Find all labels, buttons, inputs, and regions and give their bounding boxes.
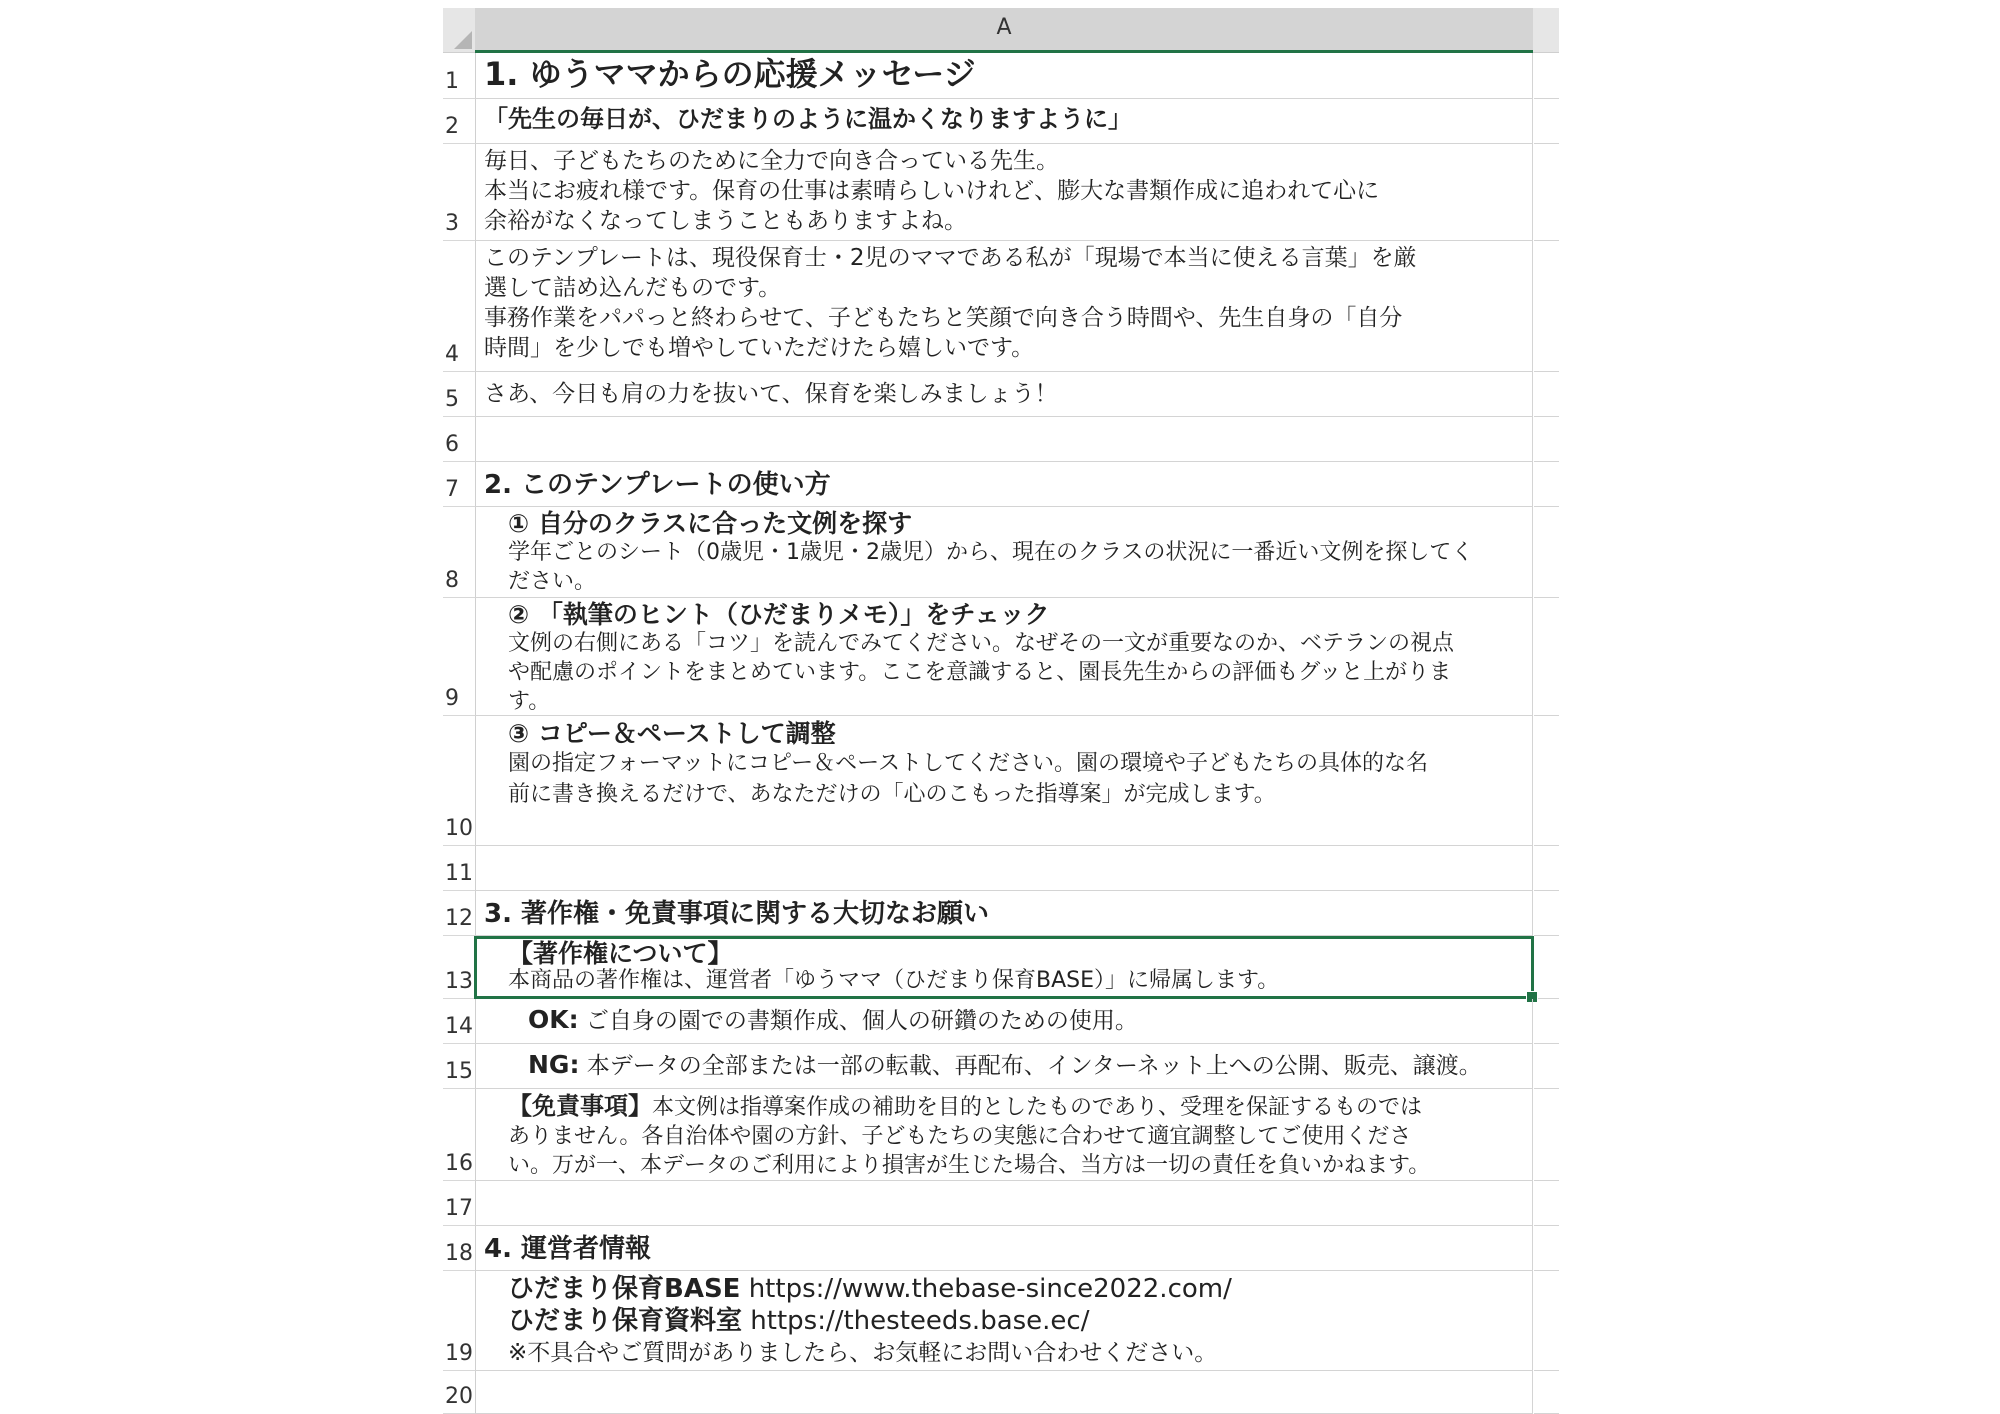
text-line: 選して詰め込んだものです。 xyxy=(484,275,782,301)
row-5 xyxy=(443,372,1559,417)
spreadsheet-grid xyxy=(443,8,1553,1414)
site-url[interactable]: https://www.thebase-since2022.com/ xyxy=(740,1274,1232,1304)
row-header[interactable]: 15 xyxy=(443,1044,476,1089)
message-body: さあ、今日も肩の力を抜いて、保育を楽しみましょう！ xyxy=(484,381,1058,407)
row-header[interactable]: 18 xyxy=(443,1226,476,1271)
row-header[interactable]: 7 xyxy=(443,462,476,507)
row-header[interactable]: 19 xyxy=(443,1271,476,1371)
row-header[interactable]: 17 xyxy=(443,1181,476,1226)
row-11 xyxy=(443,846,1559,891)
row-19 xyxy=(443,1271,1559,1371)
row-4 xyxy=(443,241,1559,372)
row-2 xyxy=(443,99,1559,144)
cell-a4[interactable] xyxy=(476,241,1533,372)
cell-a18[interactable] xyxy=(476,1226,1533,1271)
section-heading: 1. ゆうママからの応援メッセージ xyxy=(484,55,976,93)
row-13 xyxy=(443,936,1559,999)
row-header[interactable]: 5 xyxy=(443,372,476,417)
row-header[interactable]: 8 xyxy=(443,507,476,598)
cell-b12[interactable] xyxy=(1534,891,1559,936)
row-header[interactable]: 13 xyxy=(443,936,476,999)
row-20 xyxy=(443,1371,1559,1414)
section-heading: 3. 著作権・免責事項に関する大切なお願い xyxy=(484,899,990,929)
cell-b20[interactable] xyxy=(1534,1371,1559,1414)
cell-a1[interactable] xyxy=(476,53,1533,99)
text-line: 園の指定フォーマットにコピー＆ペーストしてください。園の環境や子どもたちの具体的な名 xyxy=(508,751,1429,776)
cell-a2[interactable] xyxy=(476,99,1533,144)
cell-b11[interactable] xyxy=(1534,846,1559,891)
text-line: す。 xyxy=(508,689,551,714)
text-line: 前に書き換えるだけで、あなただけの「心のこもった指導案」が完成します。 xyxy=(508,782,1276,807)
section-heading: 4. 運営者情報 xyxy=(484,1234,652,1264)
text-line: 本当にお疲れ様です。保育の仕事は素晴らしいけれど、膨大な書類作成に追われて心に xyxy=(484,178,1380,204)
row-header[interactable]: 12 xyxy=(443,891,476,936)
cell-a5[interactable] xyxy=(476,372,1533,417)
cell-b4[interactable] xyxy=(1534,241,1559,372)
site-url[interactable]: https://thesteeds.base.ec/ xyxy=(742,1306,1090,1336)
cell-a16[interactable] xyxy=(476,1089,1533,1181)
cell-b18[interactable] xyxy=(1534,1226,1559,1271)
row-header[interactable]: 1 xyxy=(443,53,476,99)
select-all-triangle-icon xyxy=(454,31,472,49)
cell-b3[interactable] xyxy=(1534,144,1559,241)
row-17 xyxy=(443,1181,1559,1226)
row-header[interactable]: 6 xyxy=(443,417,476,462)
row-header[interactable]: 14 xyxy=(443,999,476,1044)
text-line: い。万が一、本データのご利用により損害が生じた場合、当方は一切の責任を負いかねます。 xyxy=(508,1153,1431,1178)
text-line: このテンプレートは、現役保育士・2児のママである私が「現場で本当に使える言葉」を厳 xyxy=(484,245,1417,271)
ng-text: 本データの全部または一部の転載、再配布、インターネット上への公開、販売、譲渡。 xyxy=(579,1053,1482,1079)
cell-b10[interactable] xyxy=(1534,716,1559,846)
row-header[interactable]: 20 xyxy=(443,1371,476,1414)
message-body xyxy=(484,243,1524,363)
cell-b13[interactable] xyxy=(1534,936,1559,999)
cell-a15[interactable] xyxy=(476,1044,1533,1089)
site-name: ひだまり保育資料室 xyxy=(508,1306,743,1336)
message-body xyxy=(484,146,1524,236)
operator-info xyxy=(484,1273,1524,1369)
text-line: ありません。各自治体や園の方針、子どもたちの実態に合わせて適宜調整してご使用くださ xyxy=(508,1124,1412,1149)
text-line: 学年ごとのシート（0歳児・1歳児・2歳児）から、現在のクラスの状況に一番近い文例を探してく xyxy=(508,540,1474,565)
cell-a8[interactable] xyxy=(476,507,1533,598)
step-body xyxy=(484,748,1524,810)
text-line: 毎日、子どもたちのために全力で向き合っている先生。 xyxy=(484,148,1059,174)
text-line: や配慮のポイントをまとめています。ここを意識すると、園長先生からの評価もグッと上がりま xyxy=(508,660,1452,685)
row-10 xyxy=(443,716,1559,846)
cell-a12[interactable] xyxy=(476,891,1533,936)
contact-note: ※不具合やご質問がありましたら、お気軽にお問い合わせください。 xyxy=(508,1340,1218,1366)
select-all-corner[interactable] xyxy=(443,8,476,53)
cell-b16[interactable] xyxy=(1534,1089,1559,1181)
cell-a11[interactable] xyxy=(476,846,1533,891)
row-1 xyxy=(443,53,1559,99)
message-quote: 「先生の毎日が、ひだまりのように温かくなりますように」 xyxy=(484,105,1132,133)
row-6 xyxy=(443,417,1559,462)
cell-b1[interactable] xyxy=(1534,53,1559,99)
step-title: ① 自分のクラスに合った文例を探す xyxy=(508,509,913,538)
cell-a19[interactable] xyxy=(476,1271,1533,1371)
row-12 xyxy=(443,891,1559,936)
row-header[interactable]: 3 xyxy=(443,144,476,241)
row-18 xyxy=(443,1226,1559,1271)
site-line xyxy=(508,1273,1524,1305)
ok-text: ご自身の園での書類作成、個人の研鑽のための使用。 xyxy=(578,1008,1138,1034)
cell-b8[interactable] xyxy=(1534,507,1559,598)
cell-a17[interactable] xyxy=(476,1181,1533,1226)
column-header-a[interactable]: A xyxy=(475,8,1533,53)
row-14 xyxy=(443,999,1559,1044)
row-header[interactable]: 9 xyxy=(443,598,476,716)
cell-b15[interactable] xyxy=(1534,1044,1559,1089)
row-15 xyxy=(443,1044,1559,1089)
ok-usage-line xyxy=(484,999,1524,1042)
cell-a20[interactable] xyxy=(476,1371,1533,1414)
row-header[interactable]: 4 xyxy=(443,241,476,372)
cell-b17[interactable] xyxy=(1534,1181,1559,1226)
cell-b6[interactable] xyxy=(1534,417,1559,462)
column-header-b[interactable] xyxy=(1533,8,1559,53)
text-line: 時間」を少しでも増やしていただけたら嬉しいです。 xyxy=(484,335,1035,361)
row-header[interactable]: 11 xyxy=(443,846,476,891)
text-line: ださい。 xyxy=(508,569,597,594)
section-heading: 2. このテンプレートの使い方 xyxy=(484,470,831,500)
row-header[interactable]: 10 xyxy=(443,716,476,846)
ok-label: OK: xyxy=(528,1005,579,1034)
cell-b14[interactable] xyxy=(1534,999,1559,1044)
copyright-title: 【著作権について】 xyxy=(508,939,733,968)
cell-b2[interactable] xyxy=(1534,99,1559,144)
step-title: ③ コピー＆ペーストして調整 xyxy=(508,719,836,748)
text-line: 余裕がなくなってしまうこともありますよね。 xyxy=(484,208,967,234)
cell-b7[interactable] xyxy=(1534,462,1559,507)
copyright-text: 本商品の著作権は、運営者「ゆうママ（ひだまり保育BASE）」に帰属します。 xyxy=(508,968,1280,993)
cell-a6[interactable] xyxy=(476,417,1533,462)
disclaimer-text xyxy=(484,1092,1524,1180)
active-cell-selection xyxy=(474,936,1534,999)
row-8 xyxy=(443,507,1559,598)
disclaimer-label: 【免責事項】 xyxy=(508,1092,652,1120)
text-line: 事務作業をパパっと終わらせて、子どもたちと笑顔で向き合う時間や、先生自身の「自分 xyxy=(484,305,1403,331)
cell-b19[interactable] xyxy=(1534,1271,1559,1371)
row-3 xyxy=(443,144,1559,241)
text-line: 文例の右側にある「コツ」を読んでみてください。なぜその一文が重要なのか、ベテランの視点 xyxy=(508,631,1455,656)
row-9 xyxy=(443,598,1559,716)
cell-a9[interactable] xyxy=(476,598,1533,716)
cell-b9[interactable] xyxy=(1534,598,1559,716)
cell-a10[interactable] xyxy=(476,716,1533,846)
row-header[interactable]: 2 xyxy=(443,99,476,144)
row-16 xyxy=(443,1089,1559,1181)
row-7 xyxy=(443,462,1559,507)
cell-a14[interactable] xyxy=(476,999,1533,1044)
step-body xyxy=(484,629,1524,716)
text-span: 本文例は指導案作成の補助を目的としたものであり、受理を保証するものでは xyxy=(652,1095,1423,1120)
step-title: ② 「執筆のヒント（ひだまりメモ）」をチェック xyxy=(508,600,1050,629)
ng-usage-line xyxy=(484,1044,1524,1087)
cell-a3[interactable] xyxy=(476,144,1533,241)
site-name: ひだまり保育BASE xyxy=(508,1274,741,1304)
cell-a7[interactable] xyxy=(476,462,1533,507)
ng-label: NG: xyxy=(528,1050,580,1079)
cell-b5[interactable] xyxy=(1534,372,1559,417)
text-line xyxy=(508,1092,1524,1122)
site-line xyxy=(508,1305,1524,1337)
step-body xyxy=(484,538,1524,596)
row-header[interactable]: 16 xyxy=(443,1089,476,1181)
